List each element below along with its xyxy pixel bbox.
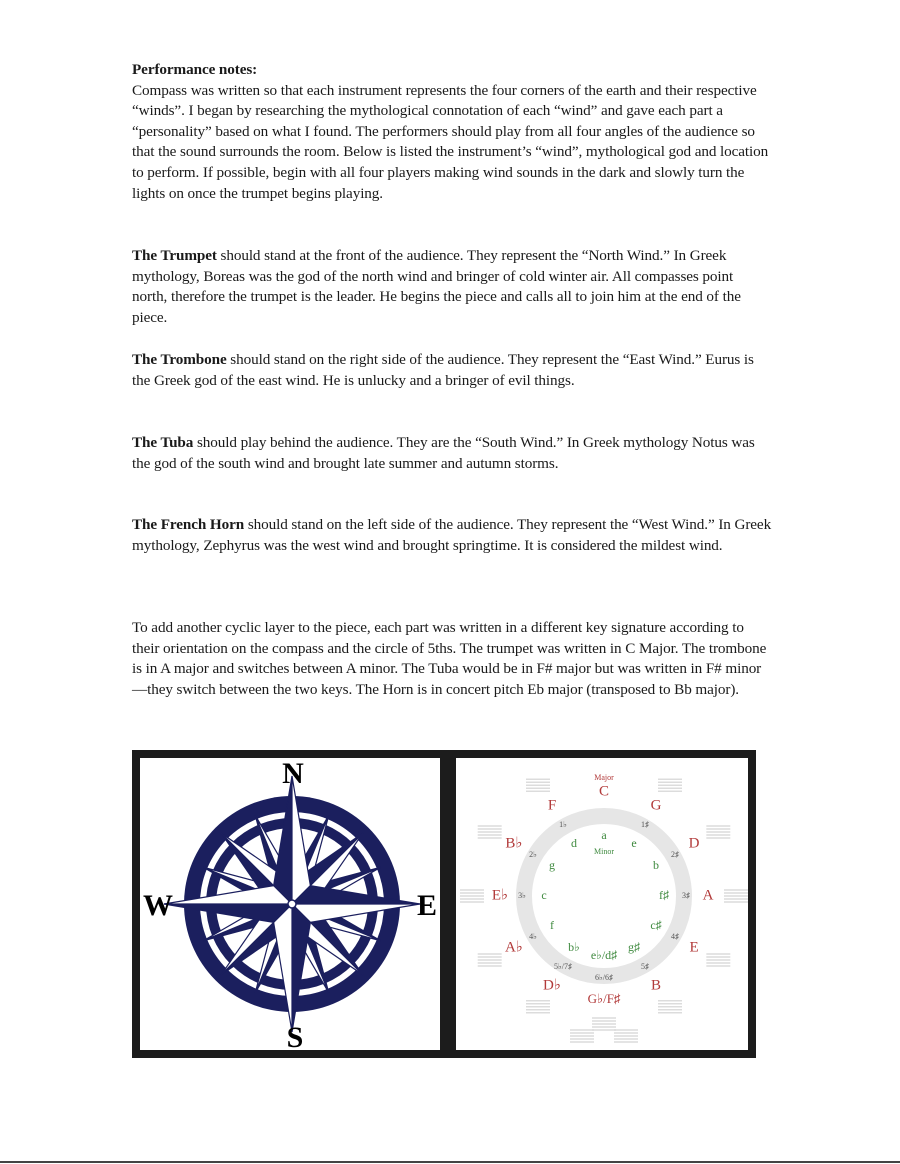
accidental-count-6: 6♭/6♯ xyxy=(595,972,613,982)
tuba-paragraph xyxy=(132,433,772,474)
major-key-1: G xyxy=(650,797,662,814)
key-signature-staff-1 xyxy=(658,779,682,791)
figure-frame xyxy=(132,750,756,1058)
major-key-2: D xyxy=(688,835,700,852)
compass-center xyxy=(288,900,296,908)
french-horn-paragraph xyxy=(132,515,772,556)
minor-key-3: f♯ xyxy=(659,887,669,902)
minor-key-1: e xyxy=(631,835,637,850)
performance-notes-body: Compass was written so that each instrument represents the four corners of the earth and their respective “winds”. I began by researching the mythological connotation of each “wind” and gave each part a “personality” based on what I found. The performers should play from all four angles of the audience so that the sound surrounds the room. Below is listed the instrument’s “wind”, mythological god and location to perform. If possible, begin with all four players making wind sounds in the dark and slowly turn the lights on once the trumpet begins playing. xyxy=(132,81,769,202)
key-signature-staff-4 xyxy=(706,954,730,966)
key-signature-staff-11 xyxy=(526,779,550,791)
compass-north-label: N xyxy=(282,758,304,790)
trumpet-text: should stand at the front of the audience. They represent the “North Wind.” In Greek mythology, Boreas was the god of the north wind and bringer of cold winter air. All compasses point north, therefore the trumpet is the leader. He begins the piece and calls all to join him at the end of the piece. xyxy=(132,247,741,326)
compass-rose-drawing xyxy=(164,776,420,1032)
key-signature-staff-10 xyxy=(478,826,502,838)
minor-key-0: a xyxy=(601,827,607,842)
accidental-count-5: 5♯ xyxy=(641,961,649,971)
key-signature-staff-bottom-right xyxy=(614,1030,638,1042)
cyclic-layer-paragraph xyxy=(132,618,772,700)
minor-label: Minor xyxy=(594,847,614,856)
minor-key-11: d xyxy=(571,835,577,850)
major-key-3: A xyxy=(702,887,714,904)
minor-key-10: g xyxy=(549,857,555,872)
major-key-4: E xyxy=(689,939,699,956)
key-signature-staff-5 xyxy=(658,1001,682,1013)
minor-key-6: e♭/d♯ xyxy=(590,947,618,962)
minor-key-5: g♯ xyxy=(628,939,640,954)
accidental-count-9: 3♭ xyxy=(518,890,526,900)
performance-notes xyxy=(132,60,772,204)
major-key-5: B xyxy=(650,977,662,994)
accidental-count-10: 2♭ xyxy=(529,849,537,859)
accidental-count-8: 4♭ xyxy=(529,931,537,941)
compass-rose-icon xyxy=(140,758,440,1050)
accidental-count-7: 5♭/7♯ xyxy=(554,961,572,971)
major-key-11: F xyxy=(547,797,557,814)
circle-of-fifths-diagram xyxy=(456,758,748,1050)
compass-south-label: S xyxy=(286,1021,304,1050)
key-signature-staff-7 xyxy=(526,1001,550,1013)
compass-east-label: E xyxy=(416,889,438,922)
trombone-text: should stand on the right side of the audience. They represent the “East Wind.” Eurus is the Greek god of the east wind. He is unlucky and a bringer of evil things. xyxy=(132,351,754,389)
french-horn-text: should stand on the left side of the audience. They represent the “West Wind.” In Greek mythology, Zephyrus was the west wind and brought springtime. It is considered the mildest wind. xyxy=(132,516,772,554)
performance-notes-heading: Performance notes: xyxy=(132,61,258,78)
minor-key-8: f xyxy=(550,917,554,932)
tuba-text: should play behind the audience. They are the “South Wind.” In Greek mythology Notus was the god of the south wind and brought late summer and autumn storms. xyxy=(132,434,755,472)
key-signature-staff-9 xyxy=(460,890,484,902)
page-edge-divider xyxy=(0,1161,900,1163)
french-horn-name: The French Horn xyxy=(132,516,245,533)
minor-key-4: c♯ xyxy=(650,917,662,932)
key-signature-staff-3 xyxy=(724,890,748,902)
major-key-7: D♭ xyxy=(543,977,561,994)
cyclic-layer-text: To add another cyclic layer to the piece, each part was written in a different key signature according to their orientation on the compass and the circle of 5ths. The trumpet was written in C Major. The trombone is in A major and switches between A minor. The Tuba would be in F# major but was written in F# minor—they switch between the two keys. The Horn is in concert pitch Eb major (transposed to Bb major). xyxy=(132,619,767,698)
accidental-count-3: 3♯ xyxy=(682,890,690,900)
minor-key-9: c xyxy=(541,887,547,902)
major-key-8: A♭ xyxy=(504,939,523,956)
key-signature-staff-6 xyxy=(592,1018,616,1030)
compass-west-label: W xyxy=(143,889,173,922)
key-signature-staff-bottom-left xyxy=(570,1030,594,1042)
trumpet-name: The Trumpet xyxy=(132,247,217,264)
key-signature-staff-8 xyxy=(478,954,502,966)
trumpet-paragraph xyxy=(132,246,772,328)
compass-rose-panel xyxy=(140,758,440,1050)
minor-key-2: b xyxy=(653,857,659,872)
major-key-10: B♭ xyxy=(505,835,523,852)
accidental-count-4: 4♯ xyxy=(671,931,679,941)
key-signature-staff-2 xyxy=(706,826,730,838)
major-key-9: E♭ xyxy=(491,887,509,904)
accidental-count-11: 1♭ xyxy=(559,819,567,829)
tuba-name: The Tuba xyxy=(132,434,194,451)
accidental-count-2: 2♯ xyxy=(671,849,679,859)
trombone-paragraph xyxy=(132,350,772,391)
trombone-name: The Trombone xyxy=(132,351,227,368)
major-key-6: G♭/F♯ xyxy=(587,990,621,1006)
accidental-count-1: 1♯ xyxy=(641,819,649,829)
minor-key-7: b♭ xyxy=(568,939,580,954)
major-key-0: C xyxy=(598,783,610,800)
major-label: Major xyxy=(594,773,614,782)
circle-of-fifths-panel xyxy=(456,758,748,1050)
